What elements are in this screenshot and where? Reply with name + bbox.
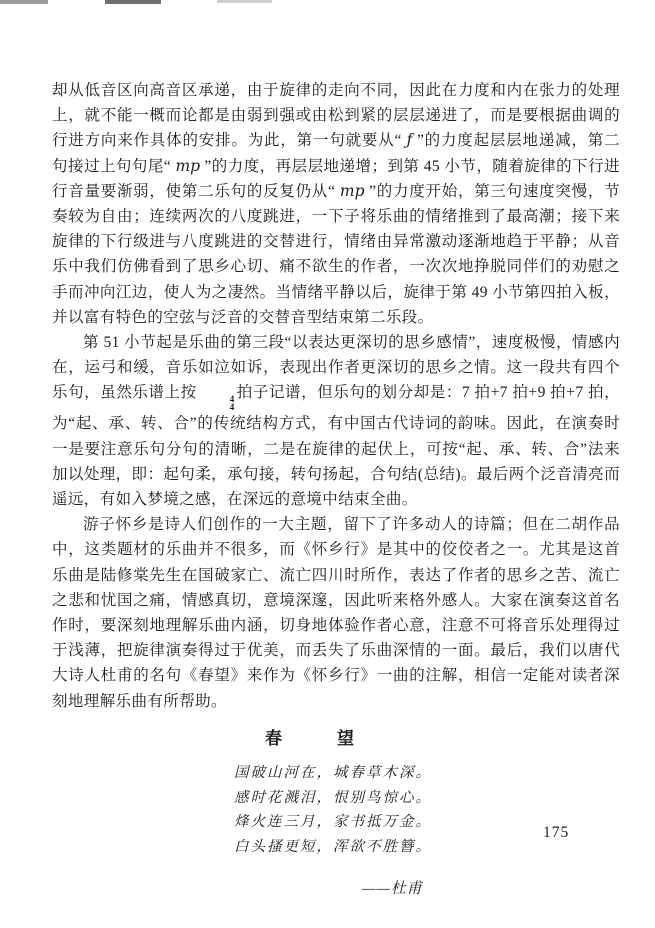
- paragraph: [52, 330, 620, 512]
- dynamic-marking: ƒ: [406, 131, 413, 150]
- time-signature: 4 4: [229, 394, 235, 413]
- text-run: 游子怀乡是诗人们创作的一大主题，留下了许多动人的诗篇；但在二胡作品中，这类题材的乐曲并不很多，而《怀乡行》是其中的佼佼者之一。尤其是这首乐曲是陆修棠先生在国破家亡、流亡四川时所作，表达了作者的思乡之苦、流亡之悲和忧国之痛，情感真切，意境深邃，因此听来格外感人。大家在演奏这首名作时，要深刻地理解乐曲内涵，切身地体验作者心意，注意不可将音乐处理得过于浅薄，把旋律演奏得过于优美，而丢失了乐曲深情的一面。最后，我们以唐代大诗人杜甫的名句《春望》来作为《怀乡行》一曲的注解，相信一定能对读者深刻地理解乐曲有所帮助。: [52, 516, 620, 710]
- poem-title: 春 望: [265, 728, 355, 748]
- poem-line: 感时花溅泪，恨别鸟惊心。: [234, 789, 432, 806]
- poem-line: 国破山河在，城春草木深。: [234, 764, 432, 781]
- text-run: ”的力度起层层地递减，第二句接过上句句尾“: [52, 132, 620, 175]
- poem-line: 烽火连三月，家书抵万金。: [234, 814, 432, 831]
- paragraph: [52, 78, 620, 330]
- poem-lines: [52, 761, 620, 860]
- body-paragraphs: [52, 78, 620, 714]
- text-run: 拍子记谱，但乐句的划分却是：7 拍+7 拍+9 拍+7 拍，为“起、承、转、合”的传统结构方式，有中国古代诗词的韵味。因此，在演奏时一是要注意乐句分句的清晰，二是在旋律的起伏上，可按“起、承、转、合”法来加以处理，即：起句柔，承句接，转句扬起，合句结(总结)。最后两个泛音清亮而遥远，有如入梦境之感，在深远的意境中结束全曲。: [52, 384, 620, 509]
- text-run: ”的力度开始，第三句速度突慢，节奏较为自由；连续两次的八度跳进，一下子将乐曲的情绪推到了最高潮；接下来旋律的下行级进与八度跳进的交替进行，情绪由异常激动逐渐地趋于平静；从音乐中我们仿佛看到了思乡心切、痛不欲生的作者，一次次地挣脱同伴们的劝慰之手而冲向江边，使人为之凄然。当情绪平静以后，旋律于第 49 小节第四拍入板，并以富有特色的空弦与泛音的交替音型结束第二乐段。: [52, 182, 620, 326]
- dynamic-marking: mp: [175, 156, 201, 175]
- poem-block: [52, 724, 620, 898]
- text-run: 第 51 小节起是乐曲的第三段“以表达更深切的思乡感情”，速度极慢，情感内在，运弓和缓，音乐如泣如诉，表现出作者更深切的思乡之情。这一段共有四个乐句，虽然乐谱上按: [52, 334, 620, 402]
- text-run: ”的力度，再层层地递增；到第 45 小节，随着旋律的下行进行音量要渐弱，使第二乐句的反复仍从“: [52, 157, 620, 200]
- text-run: 却从低音区向高音区承递，由于旋律的走向不同，因此在力度和内在张力的处理上，就不能一概而论都是由弱到强或由松到紧的层层递进了，而是要根据曲调的行进方向来作具体的安排。为此，第一句就要从“: [52, 82, 620, 150]
- scan-edge-mark: [0, 0, 48, 4]
- paragraph: [52, 512, 620, 714]
- poem-attribution: ——杜甫: [362, 880, 423, 897]
- page-content: [52, 78, 620, 898]
- dynamic-marking: mp: [339, 181, 365, 200]
- page-number: 175: [543, 824, 570, 841]
- scan-edge-mark: [105, 0, 161, 4]
- scan-edge-mark: [217, 0, 272, 3]
- poem-line: 白头搔更短，浑欲不胜簪。: [234, 838, 432, 855]
